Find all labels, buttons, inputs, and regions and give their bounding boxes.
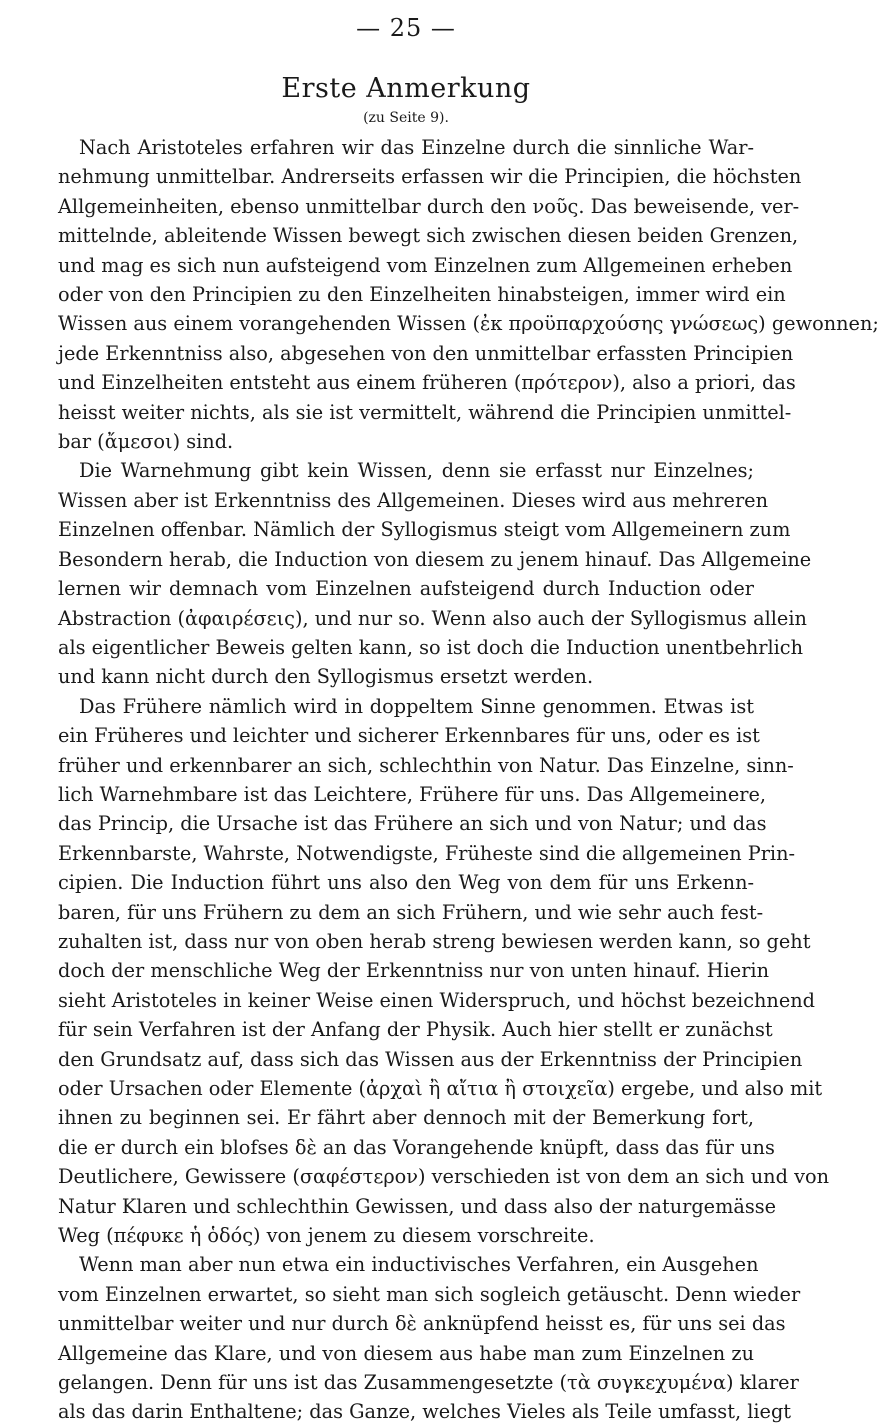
text-line: Deutlichere, Gewissere (σαφέστερον) verschieden ist von dem an sich und von	[58, 1165, 829, 1189]
text-line: vom Einzelnen erwartet, so sieht man sich sogleich getäuscht. Denn wieder	[58, 1282, 801, 1306]
text-line: Wissen aber ist Erkenntniss des Allgemeinen. Dieses wird aus mehreren	[58, 488, 768, 512]
text-line: sieht Aristoteles in keiner Weise einen Widerspruch, und höchst bezeichnend	[58, 988, 816, 1012]
section-subtitle: (zu Seite 9).	[363, 110, 449, 126]
text-line: oder Ursachen oder Elemente (ἀρχαὶ ἢ αἴτια ἢ στοιχεῖα) ergebe, und also mit	[58, 1077, 823, 1100]
text-line: die er durch ein blofses δὲ an das Vorangehende knüpft, dass das für uns	[58, 1135, 775, 1159]
text-line: Weg (πέφυκε ἡ ὁδός) von jenem zu diesem vorschreite.	[58, 1224, 595, 1248]
text-line: Wenn man aber nun etwa ein inductivisches Verfahren, ein Ausgehen	[79, 1253, 759, 1277]
text-line: Abstraction (ἀφαιρέσεις), und nur so. Wenn also auch der Syllogismus allein	[58, 606, 807, 630]
text-line: Wissen aus einem vorangehenden Wissen (ἐκ προϋπαρχούσης γνώσεως) gewonnen;	[58, 312, 879, 336]
text-line: Einzelnen offenbar. Nämlich der Syllogismus steigt vom Allgemeinern zum	[58, 518, 791, 542]
text-line: Natur Klaren und schlechthin Gewissen, und dass also der naturgemässe	[58, 1194, 777, 1218]
text-line: lich Warnehmbare ist das Leichtere, Frühere für uns. Das Allgemeinere,	[58, 782, 767, 806]
text-line: das Princip, die Ursache ist das Frühere an sich und von Natur; und das	[58, 812, 767, 836]
section-title: Erste Anmerkung	[281, 73, 531, 104]
text-line: heisst weiter nichts, als sie ist vermittelt, während die Principien unmittel-	[58, 400, 792, 424]
text-line: Die Warnehmung gibt kein Wissen, denn sie erfasst nur Einzelnes;	[79, 459, 754, 483]
paragraph	[58, 692, 829, 1251]
text-line: ihnen zu beginnen sei. Er fährt aber dennoch mit der Bemerkung fort,	[58, 1106, 754, 1130]
text-line: und mag es sich nun aufsteigend vom Einzelnen zum Allgemeinen erheben	[58, 253, 793, 277]
paragraph	[58, 1250, 801, 1426]
text-line: Das Frühere nämlich wird in doppeltem Sinne genommen. Etwas ist	[79, 694, 754, 718]
text-line: Allgemeinheiten, ebenso unmittelbar durch den νοῦς. Das beweisende, ver-	[58, 194, 800, 218]
text-line: baren, für uns Frühern zu dem an sich Frühern, und wie sehr auch fest-	[58, 900, 764, 924]
text-line: doch der menschliche Weg der Erkenntniss nur von unten hinauf. Hierin	[58, 959, 769, 983]
text-line: jede Erkenntniss also, abgesehen von den unmittelbar erfassten Principien	[58, 341, 794, 365]
text-line: Nach Aristoteles erfahren wir das Einzelne durch die sinnliche War-	[79, 136, 754, 159]
text-line: mittelnde, ableitende Wissen bewegt sich zwischen diesen beiden Grenzen,	[58, 224, 799, 248]
paragraph	[58, 456, 812, 691]
text-line: unmittelbar weiter und nur durch δὲ anknüpfend heisst es, für uns sei das	[58, 1312, 786, 1336]
text-line: Allgemeine das Klare, und von diesem aus habe man zum Einzelnen zu	[58, 1341, 754, 1365]
text-line: zuhalten ist, dass nur von oben herab streng bewiesen werden kann, so geht	[58, 929, 811, 953]
text-line: cipien. Die Induction führt uns also den Weg von dem für uns Erkenn-	[58, 871, 754, 895]
text-line: den Grundsatz auf, dass sich das Wissen aus der Erkenntniss der Principien	[58, 1047, 803, 1071]
text-line: als eigentlicher Beweis gelten kann, so ist doch die Induction unentbehrlich	[58, 635, 804, 659]
text-line: nehmung unmittelbar. Andrerseits erfassen wir die Principien, die höchsten	[58, 165, 802, 189]
text-line: Besondern herab, die Induction von diesem zu jenem hinauf. Das Allgemeine	[58, 547, 812, 571]
text-line: bar (ἄμεσοι) sind.	[58, 430, 234, 454]
text-line: früher und erkennbarer an sich, schlechthin von Natur. Das Einzelne, sinn-	[58, 753, 794, 777]
body-text	[58, 133, 879, 1427]
text-line: und Einzelheiten entsteht aus einem früheren (πρότερον), also a priori, das	[58, 371, 796, 395]
text-line: ein Früheres und leichter und sicherer Erkennbares für uns, oder es ist	[58, 724, 760, 748]
text-line: lernen wir demnach vom Einzelnen aufsteigend durch Induction oder	[58, 577, 754, 601]
paragraph	[58, 133, 879, 456]
text-line: für sein Verfahren ist der Anfang der Physik. Auch hier stellt er zunächst	[58, 1018, 773, 1042]
text-line: Erkennbarste, Wahrste, Notwendigste, Früheste sind die allgemeinen Prin-	[58, 841, 796, 865]
text-line: gelangen. Denn für uns ist das Zusammengesetzte (τὰ συγκεχυμένα) klarer	[58, 1371, 799, 1395]
page-number: — 25 —	[356, 14, 456, 42]
text-line: und kann nicht durch den Syllogismus ersetzt werden.	[58, 665, 594, 689]
document-page	[58, 0, 879, 1427]
text-line: als das darin Enthaltene; das Ganze, welches Vieles als Teile umfasst, liegt	[58, 1400, 792, 1424]
text-line: oder von den Principien zu den Einzelheiten hinabsteigen, immer wird ein	[58, 283, 786, 307]
